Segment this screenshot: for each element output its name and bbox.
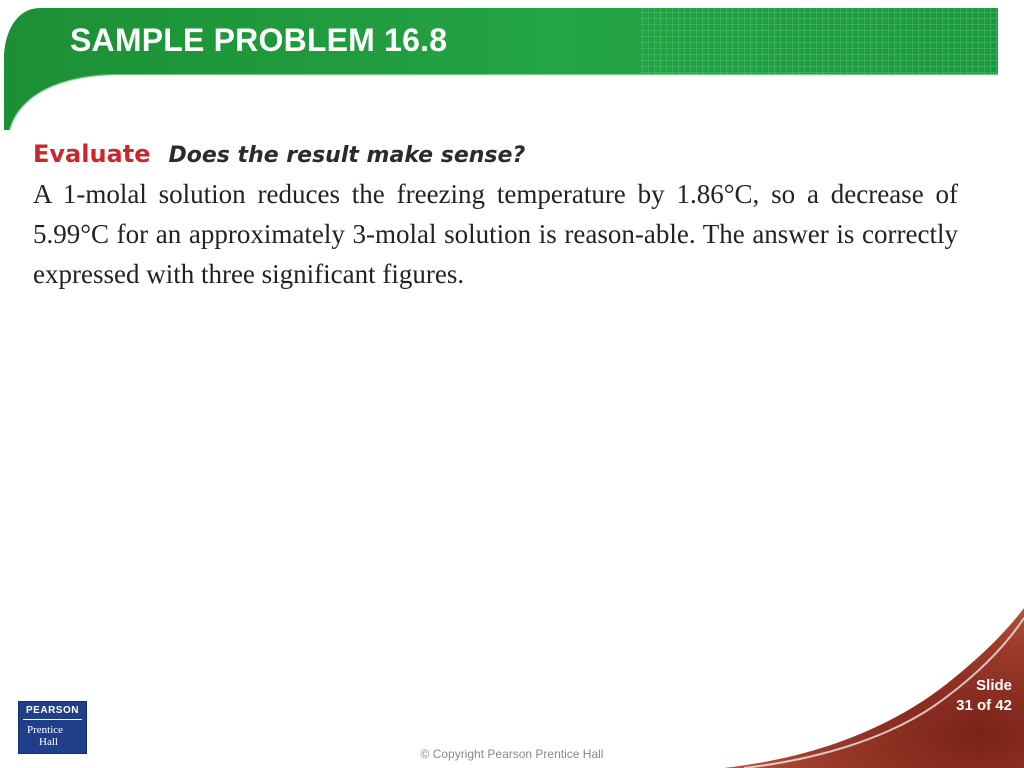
copyright-notice: © Copyright Pearson Prentice Hall (420, 747, 604, 761)
content-area (33, 140, 958, 294)
logo-prentice-text: Prentice (27, 724, 64, 736)
slide-position: 31 of 42 (956, 697, 1012, 714)
logo-hall-text: Hall (39, 736, 58, 748)
slide-label: Slide (976, 677, 1012, 694)
slide-counter (956, 676, 1012, 716)
evaluate-paragraph: A 1-molal solution reduces the freezing temperature by 1.86°C, so a decrease of 5.99°C for an approximately 3-molal solution is reason-able. The answer is correctly expressed with three significant figures. (33, 179, 958, 289)
evaluate-label: Evaluate (33, 140, 151, 168)
slide-title: SAMPLE PROBLEM 16.8 (70, 22, 448, 58)
evaluate-question: Does the result make sense? (168, 143, 526, 168)
evaluate-row (33, 140, 958, 168)
header-band (0, 0, 1000, 130)
logo-divider (23, 719, 82, 720)
logo-pearson-text: PEARSON (26, 705, 79, 716)
